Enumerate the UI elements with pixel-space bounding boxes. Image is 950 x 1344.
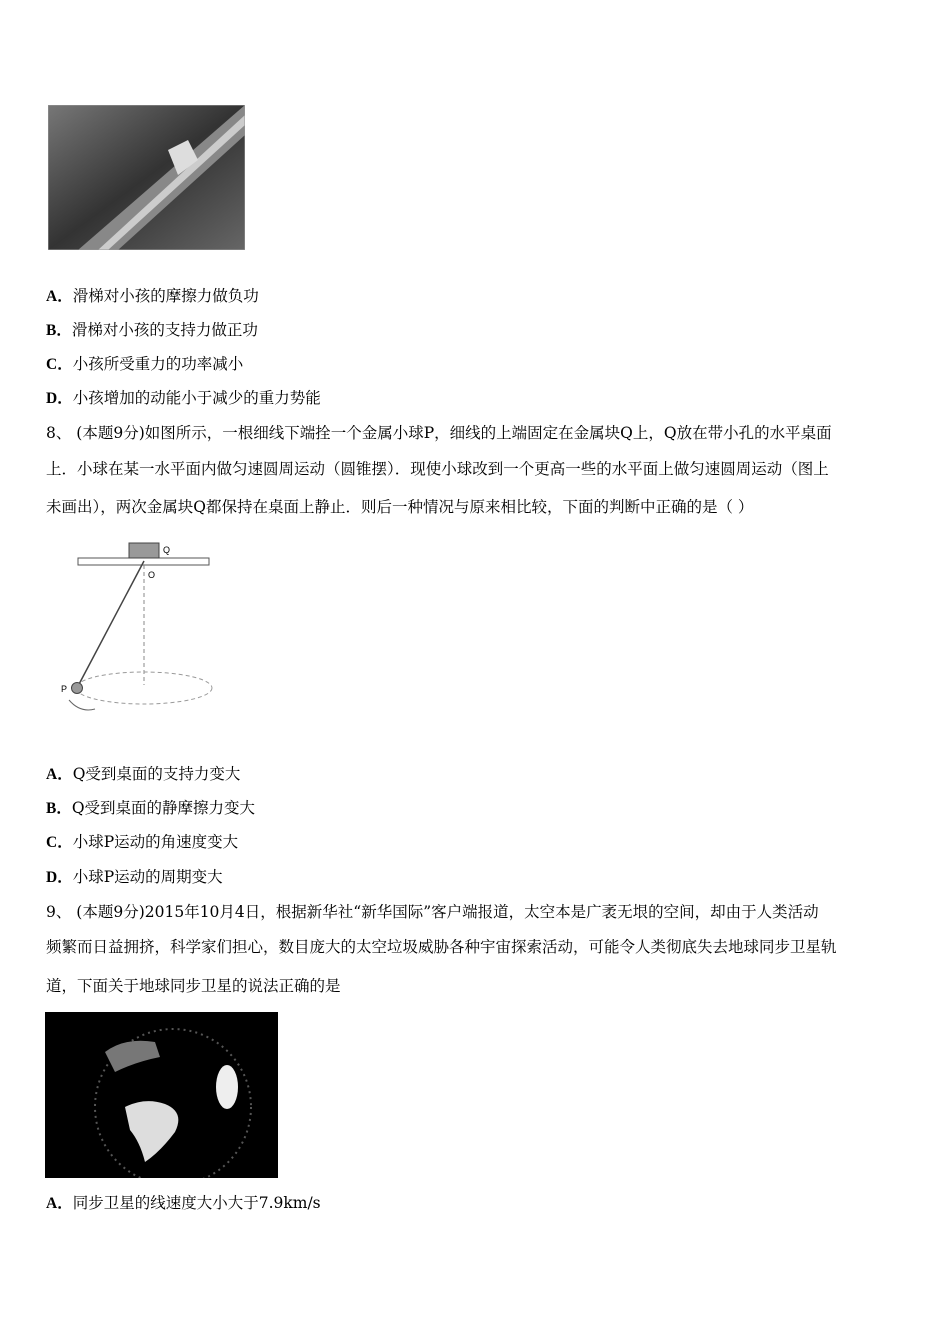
label-q: Q [163, 545, 171, 555]
q7-option-b: B．滑梯对小孩的支持力做正功 [46, 321, 258, 339]
q8-option-a: A．Q受到桌面的支持力变大 [46, 765, 241, 783]
q8-option-c: C．小球P运动的角速度变大 [46, 833, 239, 851]
q8-stem-line-3: 未画出），两次金属块Q都保持在桌面上静止．则后一种情况与原来相比较，下面的判断中正确的是（ ） [46, 498, 754, 516]
q9-stem-line-1: 9、 (本题9分)2015年10月4日，根据新华社“新华国际”客户端报道，太空本是广袤无垠的空间，却由于人类活动 [46, 903, 819, 921]
q7-option-c: C．小孩所受重力的功率减小 [46, 355, 244, 373]
earth-photo [45, 1012, 278, 1178]
q9-stem-line-3: 道，下面关于地球同步卫星的说法正确的是 [46, 977, 341, 995]
q9-stem-line-2: 频繁而日益拥挤，科学家们担心，数目庞大的太空垃圾威胁各种宇宙探索活动，可能令人类彻底失去地球同步卫星轨 [46, 938, 837, 956]
q8-stem-line-1: 8、 (本题9分)如图所示，一根细线下端拴一个金属小球P，细线的上端固定在金属块Q上，Q放在带小孔的水平桌面 [46, 424, 832, 442]
q7-option-a: A．滑梯对小孩的摩擦力做负功 [46, 287, 259, 305]
q8-option-d: D．小球P运动的周期变大 [46, 868, 223, 886]
label-o: O [148, 570, 156, 580]
q8-stem-line-2: 上．小球在某一水平面内做匀速圆周运动（圆锥摆）．现使小球改到一个更高一些的水平面上做匀速圆周运动（图上 [46, 460, 829, 478]
q8-option-b: B．Q受到桌面的静摩擦力变大 [46, 799, 256, 817]
slide-photo [48, 105, 245, 250]
conical-pendulum-figure [55, 535, 225, 720]
label-p: P [61, 684, 68, 694]
q7-option-d: D．小孩增加的动能小于减少的重力势能 [46, 389, 321, 407]
q9-option-a: A．同步卫星的线速度大小大于7.9km/s [46, 1194, 321, 1212]
